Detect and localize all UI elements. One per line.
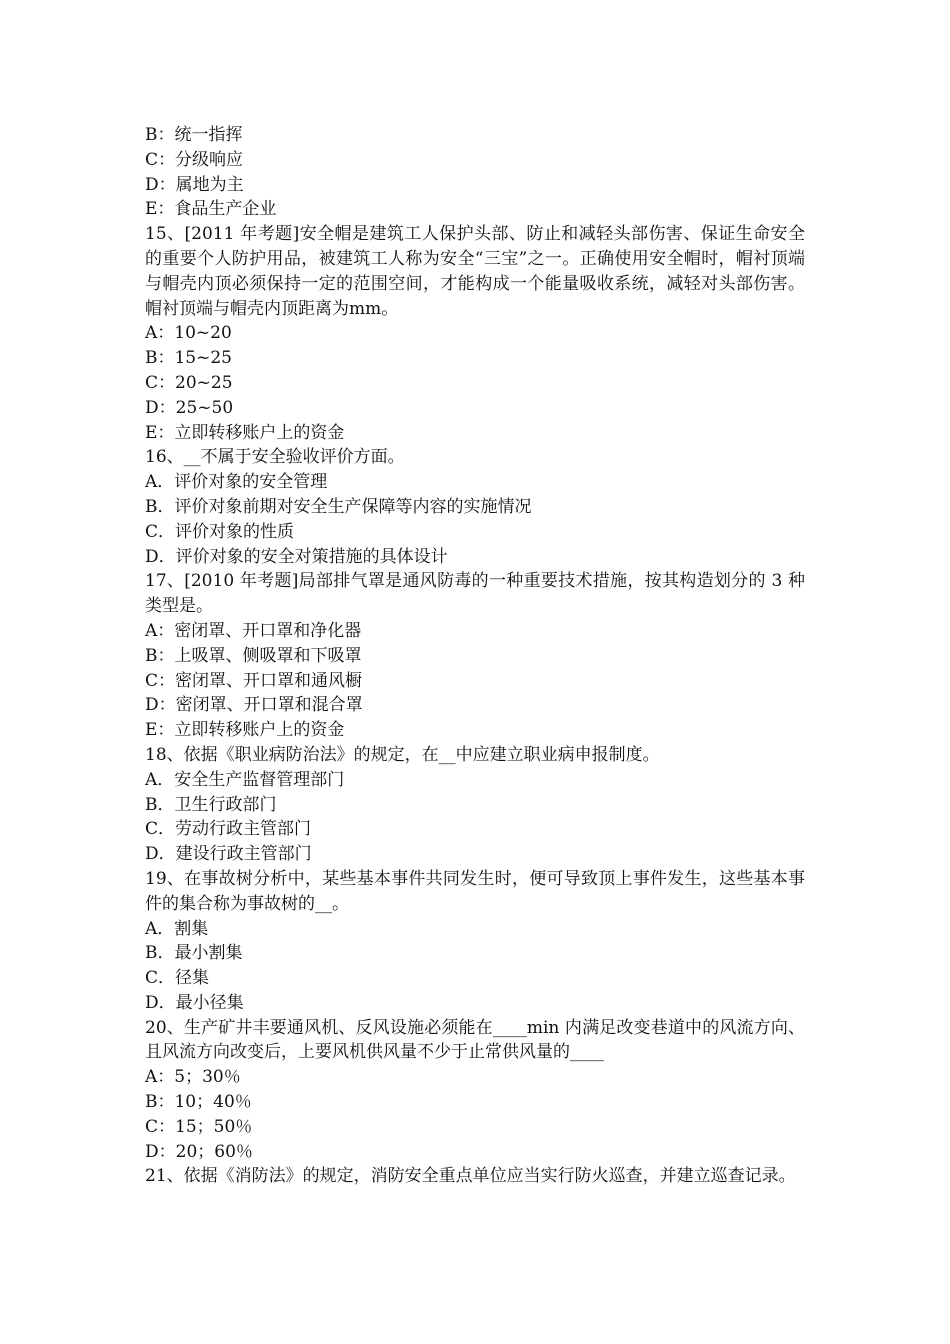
option-text: C．劳动行政主管部门	[145, 819, 312, 840]
option-text: C：20~25	[145, 372, 233, 393]
option-text: B：15~25	[145, 348, 233, 369]
option-text: B：统一指挥	[145, 125, 243, 145]
option-text: D：20；60％	[145, 1141, 253, 1162]
option-text: D：属地为主	[145, 174, 244, 195]
option-text: A．评价对象的安全管理	[145, 472, 328, 493]
option-text: A：密闭罩、开口罩和净化器	[145, 620, 362, 641]
option-text: C．评价对象的性质	[145, 521, 295, 542]
question-text: 17、[2010 年考题]局部排气罩是通风防毒的一种重要技术措施，按其构造划分的 3 种类型是。	[145, 571, 805, 617]
document-page	[145, 123, 805, 1189]
question-text: 16、__不属于安全验收评价方面。	[145, 447, 405, 468]
option-text: D．评价对象的安全对策措施的具体设计	[145, 546, 448, 567]
option-text: C：15；50％	[145, 1116, 253, 1137]
option-text: D．最小径集	[145, 992, 244, 1013]
option-text: A．安全生产监督管理部门	[145, 769, 345, 790]
option-text: E：立即转移账户上的资金	[145, 422, 345, 443]
option-text: D：25~50	[145, 397, 234, 418]
question-text: 20、生产矿井丰要通风机、反风设施必须能在____min 内满足改变巷道中的风流方向、且风流方向改变后，上要风机供风量不少于止常供风量的____	[145, 1017, 805, 1063]
option-text: B：上吸罩、侧吸罩和下吸罩	[145, 645, 362, 666]
option-text: C．径集	[145, 968, 210, 989]
option-text: B．最小割集	[145, 943, 243, 964]
option-text: E：立即转移账户上的资金	[145, 720, 345, 741]
question-text: 19、在事故树分析中，某些基本事件共同发生时，便可导致顶上事件发生，这些基本事件的集合称为事故树的__。	[145, 868, 805, 914]
option-text: D：密闭罩、开口罩和混合罩	[145, 695, 363, 716]
option-text: C：密闭罩、开口罩和通风橱	[145, 670, 363, 691]
question-text: 18、依据《职业病防治法》的规定，在__中应建立职业病申报制度。	[145, 744, 660, 765]
option-text: B．评价对象前期对安全生产保障等内容的实施情况	[145, 496, 532, 517]
option-text: B．卫生行政部门	[145, 794, 277, 815]
question-text: 21、依据《消防法》的规定，消防安全重点单位应当实行防火巡查，并建立巡查记录。	[145, 1166, 796, 1187]
option-text: A：10~20	[145, 323, 232, 344]
question-text: 15、[2011 年考题]安全帽是建筑工人保护头部、防止和减轻头部伤害、保证生命安全的重要个人防护用品，被建筑工人称为安全“三宝”之一。正确使用安全帽时，帽衬顶端与帽壳内顶必须保持一定的范围空间，才能构成一个能量吸收系统，减轻对头部伤害。帽衬顶端与帽壳内顶距离为mm。	[145, 224, 805, 319]
option-text: A．割集	[145, 918, 209, 939]
option-text: E：食品生产企业	[145, 199, 277, 220]
option-text: D．建设行政主管部门	[145, 844, 312, 865]
option-text: C：分级响应	[145, 149, 244, 170]
option-text: B：10；40％	[145, 1092, 252, 1113]
option-text: A：5；30％	[145, 1067, 241, 1088]
